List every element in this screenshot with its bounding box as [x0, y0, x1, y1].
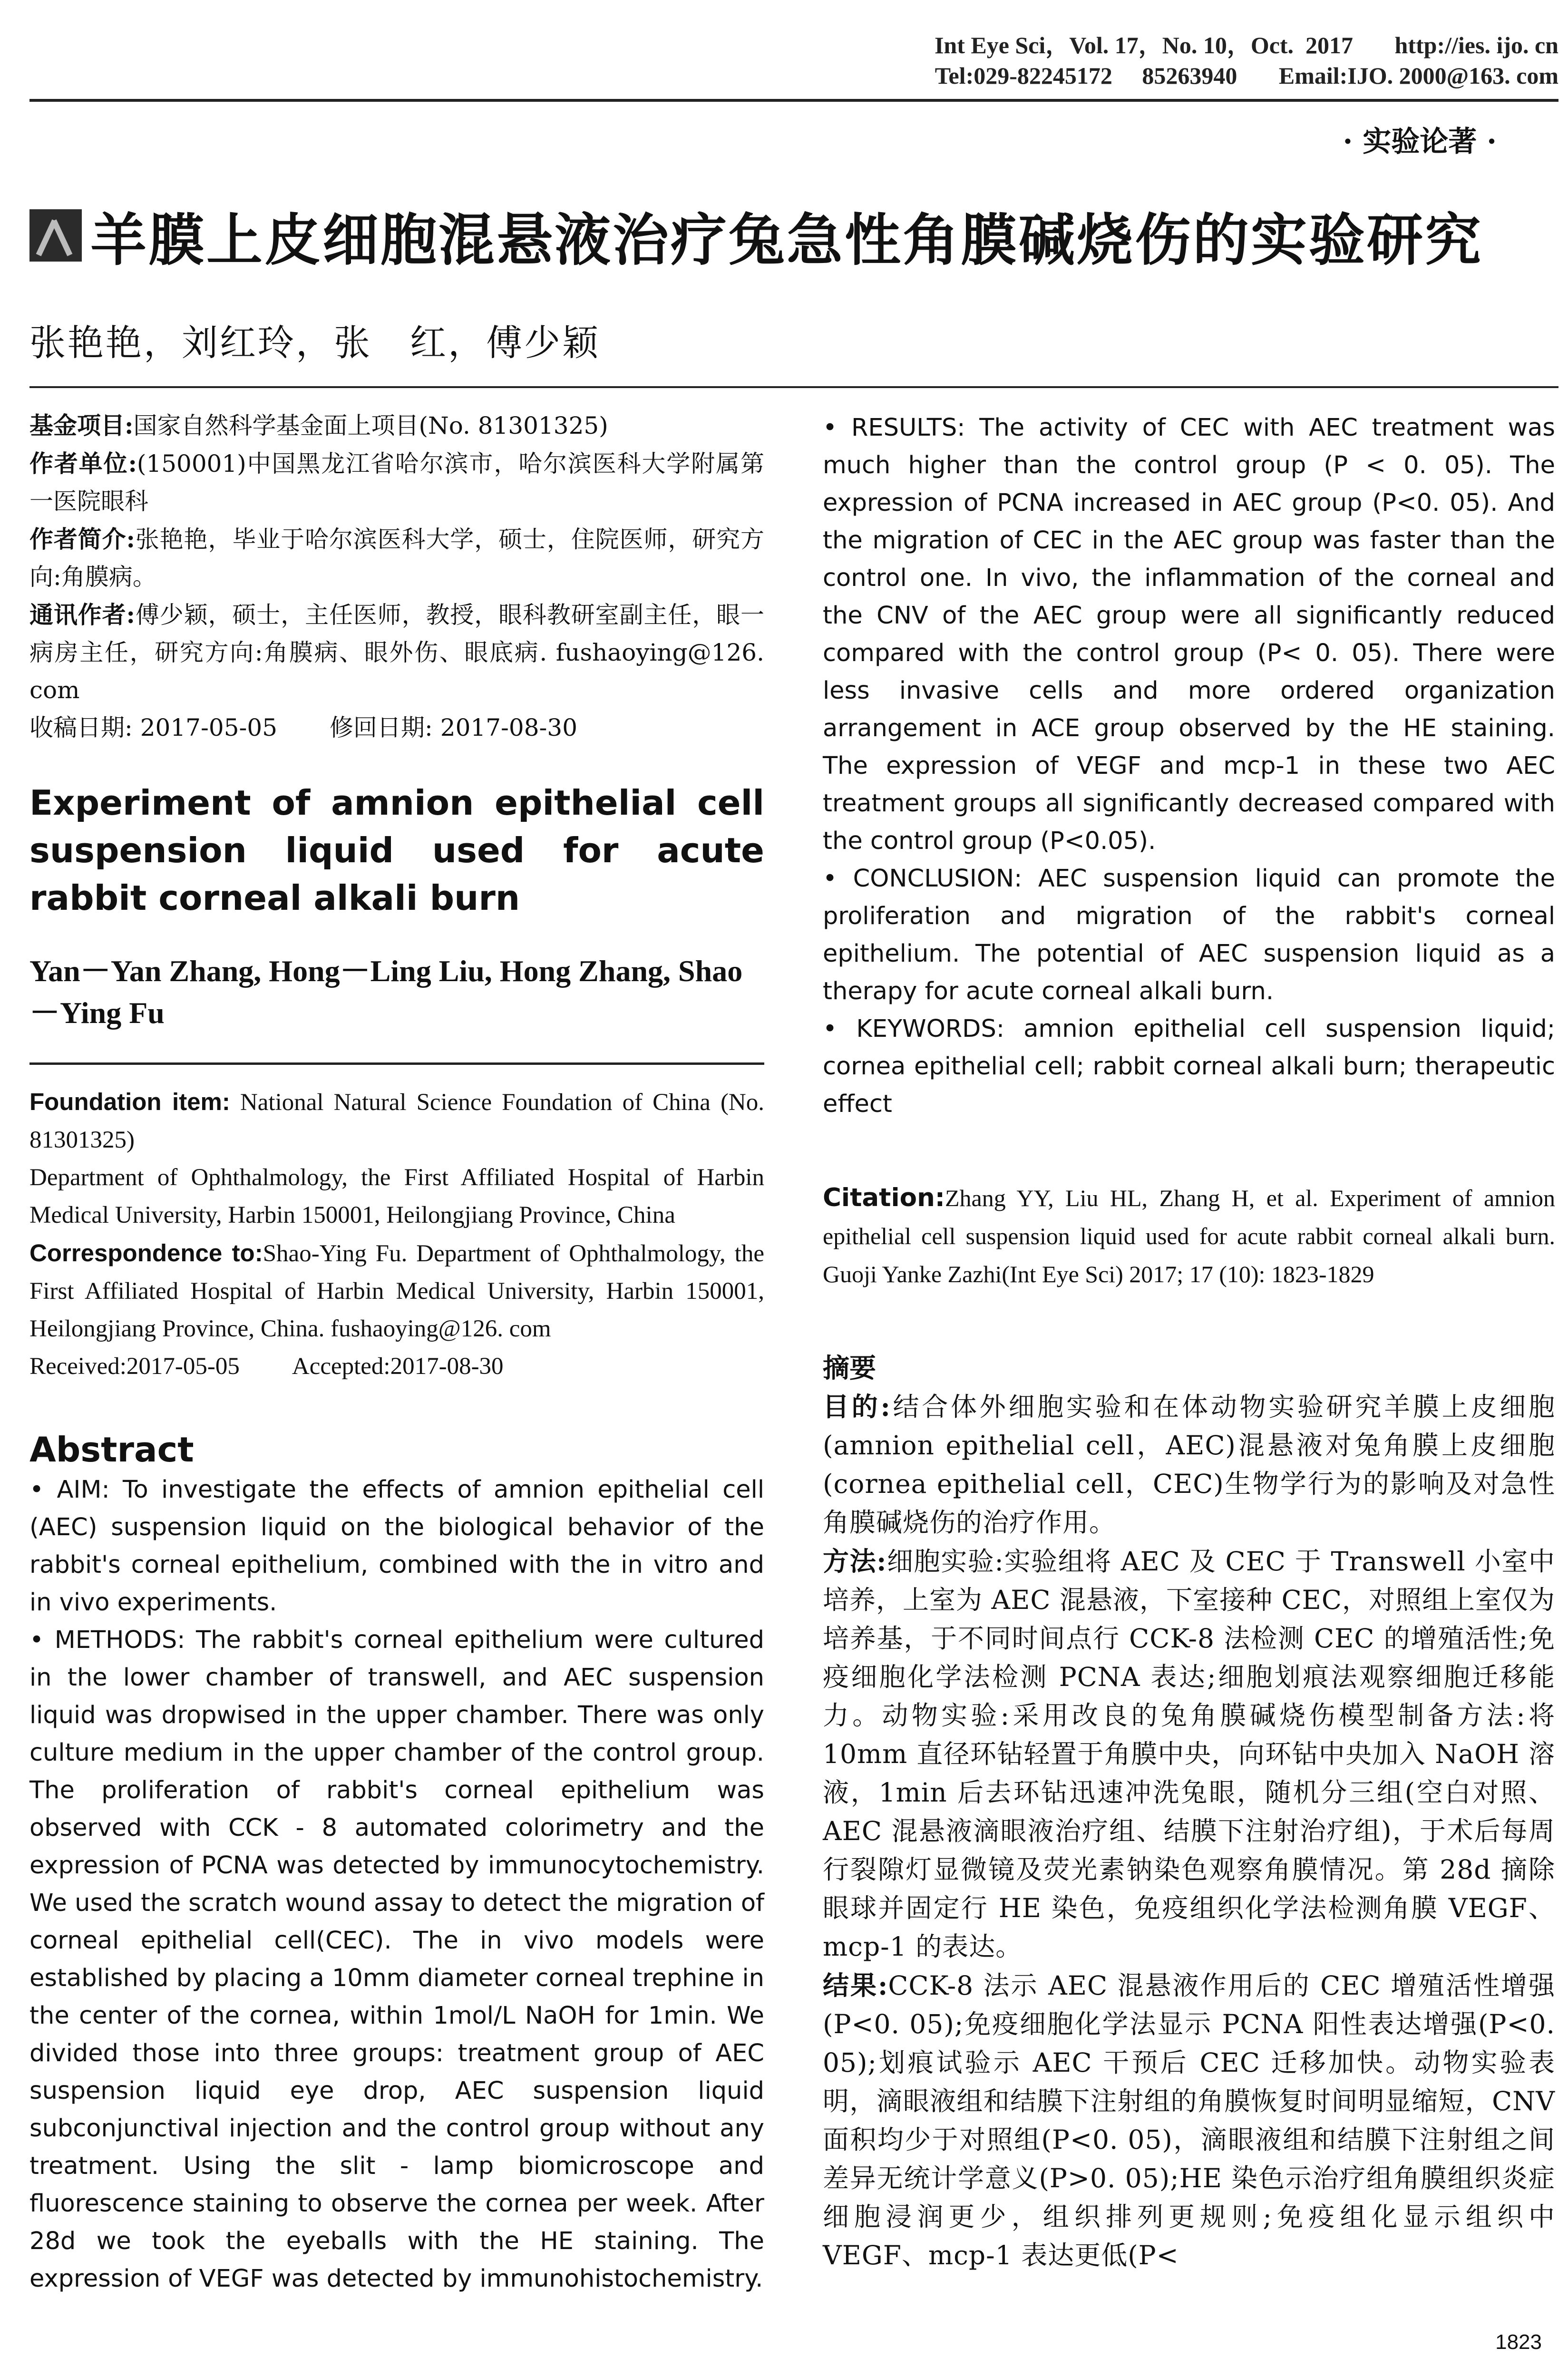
- cn-bio: 作者简介:张艳艳，毕业于哈尔滨医科大学，硕士，住院医师，研究方向:角膜病。: [29, 525, 764, 591]
- cn-dates: 收稿日期: 2017-05-05 修回日期: 2017-08-30: [29, 714, 578, 741]
- en-title: Experiment of amnion epithelial cell suspension liquid used for acute rabbit corneal alkali burn: [29, 783, 764, 918]
- en-correspondence: Correspondence to:Shao-Ying Fu. Department of Ophthalmology, the First Affiliated Hospital of Harbin Medical University, Harbin 150001, Heilongjiang Province, China. fushaoying@126. com: [29, 1239, 764, 1342]
- cn-abstract-heading: 摘要: [823, 1353, 876, 1384]
- journal-header-line2: Tel:029-82245172 85263940 Email:IJO. 2000@163. com: [935, 62, 1558, 89]
- right-column: [823, 409, 1555, 2275]
- authors-cn: 张艳艳，刘红玲，张 红，傅少颖: [29, 321, 600, 364]
- journal-logo-icon: [29, 209, 82, 262]
- title-rule: [29, 386, 1558, 388]
- title-block: [29, 195, 1483, 276]
- en-meta: [29, 1083, 764, 1385]
- abstract-aim: • AIM: To investigate the effects of amnion epithelial cell (AEC) suspension liquid on the biological behavior of the rabbit's corneal epithelium, combined with the in vitro and in vivo experiments.: [29, 1476, 764, 1617]
- page-title: 羊膜上皮细胞混悬液治疗兔急性角膜碱烧伤的实验研究: [90, 207, 1483, 273]
- left-column: [29, 407, 764, 2298]
- section-tag: · 实验论著 ·: [1343, 125, 1497, 158]
- cn-affiliation: 作者单位:(150001)中国黑龙江省哈尔滨市，哈尔滨医科大学附属第一医院眼科: [29, 449, 764, 515]
- left-rule: [29, 1062, 764, 1065]
- cn-abstract-results: 结果:CCK-8 法示 AEC 混悬液作用后的 CEC 增殖活性增强(P<0. 05);免疫细胞化学法显示 PCNA 阳性表达增强(P<0. 05);划痕试验示 AEC 干预后 CEC 迁移加快。动物实验表明，滴眼液组和结膜下注射组的角膜恢复时间明显缩短，CNV 面积均少于对照组(P<0. 05)，滴眼液组和结膜下注射组之间差异无统计学意义(P>0. 05);HE 染色示治疗组角膜组织炎症细胞浸润更少，组织排列更规则;免疫组化显示组织中 VEGF、mcp-1 表达更低(P<: [823, 1970, 1555, 2270]
- en-department: Department of Ophthalmology, the First Affiliated Hospital of Harbin Medical University, Harbin 150001, Heilongjiang Province, China: [29, 1164, 764, 1228]
- cn-abstract-aim: 目的:结合体外细胞实验和在体动物实验研究羊膜上皮细胞(amnion epithelial cell，AEC)混悬液对兔角膜上皮细胞(cornea epithelial cell，CEC)生物学行为的影响及对急性角膜碱烧伤的治疗作用。: [823, 1391, 1555, 1538]
- en-dates: Received:2017-05-05 Accepted:2017-08-30: [29, 1353, 504, 1380]
- abstract-conclusion: • CONCLUSION: AEC suspension liquid can promote the proliferation and migration of the rabbit's corneal epithelium. The potential of AEC suspension liquid as a therapy for acute corneal alkali burn.: [823, 865, 1555, 1005]
- abstract-results: • RESULTS: The activity of CEC with AEC treatment was much higher than the control group (P < 0. 05). The expression of PCNA increased in AEC group (P<0. 05). And the migration of CEC in the AEC group was faster than the control one. In vivo, the inflammation of the corneal and the CNV of the AEC group were all significantly reduced compared with the control group (P< 0. 05). There were less invasive cells and more ordered organization arrangement in ACE group observed by the HE staining. The expression of VEGF and mcp-1 in these two AEC treatment groups all significantly decreased compared with the control group (P<0.05).: [823, 414, 1555, 855]
- abstract-heading: Abstract: [29, 1430, 194, 1470]
- cn-foundation: 基金项目:国家自然科学基金面上项目(No. 81301325): [29, 411, 608, 439]
- abstract-keywords: • KEYWORDS: amnion epithelial cell suspension liquid; cornea epithelial cell; rabbit corneal alkali burn; therapeutic effect: [823, 1015, 1555, 1118]
- cn-correspondence: 通讯作者:傅少颖，硕士，主任医师，教授，眼科教研室副主任，眼一病房主任，研究方向:角膜病、眼外伤、眼底病. fushaoying@126. com: [29, 601, 764, 704]
- en-authors: Yan－Yan Zhang, Hong－Ling Liu, Hong Zhang, Shao－Ying Fu: [29, 954, 743, 1030]
- cn-abstract-methods: 方法:细胞实验:实验组将 AEC 及 CEC 于 Transwell 小室中培养，上室为 AEC 混悬液，下室接种 CEC，对照组上室仅为培养基，于不同时间点行 CCK-8 法检测 CEC 的增殖活性;免疫细胞化学法检测 PCNA 表达;细胞划痕法观察细胞迁移能力。动物实验:采用改良的兔角膜碱烧伤模型制备方法:将 10mm 直径环钻轻置于角膜中央，向环钻中央加入 NaOH 溶液，1min 后去环钻迅速冲洗兔眼，随机分三组(空白对照、AEC 混悬液滴眼液治疗组、结膜下注射治疗组)，于术后每周行裂隙灯显微镜及荧光素钠染色观察角膜情况。第 28d 摘除眼球并固定行 HE 染色，免疫组织化学法检测角膜 VEGF、mcp-1 的表达。: [823, 1546, 1555, 1962]
- citation: Citation:Zhang YY, Liu HL, Zhang H, et al. Experiment of amnion epithelial cell suspension liquid used for acute rabbit corneal alkali burn. Guoji Yanke Zazhi(Int Eye Sci) 2017; 17 (10): 1823-1829: [823, 1183, 1555, 1287]
- abstract-methods: • METHODS: The rabbit's corneal epithelium were cultured in the lower chamber of transwell, and AEC suspension liquid was dropwised in the upper chamber. There was only culture medium in the upper chamber of the control group. The proliferation of rabbit's corneal epithelium was observed with CCK - 8 automated colorimetry and the expression of PCNA was detected by immunocytochemistry. We used the scratch wound assay to detect the migration of corneal epithelial cell(CEC). The in vivo models were established by placing a 10mm diameter corneal trephine in the center of the cornea, within 1mol/L NaOH for 1min. We divided those into three groups: treatment group of AEC suspension liquid eye drop, AEC suspension liquid subconjunctival injection and the control group without any treatment. Using the slit - lamp biomicroscope and fluorescence staining to observe the cornea per week. After 28d we took the eyeballs with the HE staining. The expression of VEGF was detected by immunohistochemistry.: [29, 1626, 764, 2293]
- en-foundation: Foundation item: National Natural Science Foundation of China (No. 81301325): [29, 1088, 765, 1153]
- header-rule: [29, 99, 1558, 102]
- journal-header-line1: Int Eye Sci，Vol. 17，No. 10，Oct. 2017 http://ies. ijo. cn: [934, 32, 1558, 58]
- page-number: 1823: [1495, 2330, 1542, 2354]
- cn-meta: [29, 407, 764, 747]
